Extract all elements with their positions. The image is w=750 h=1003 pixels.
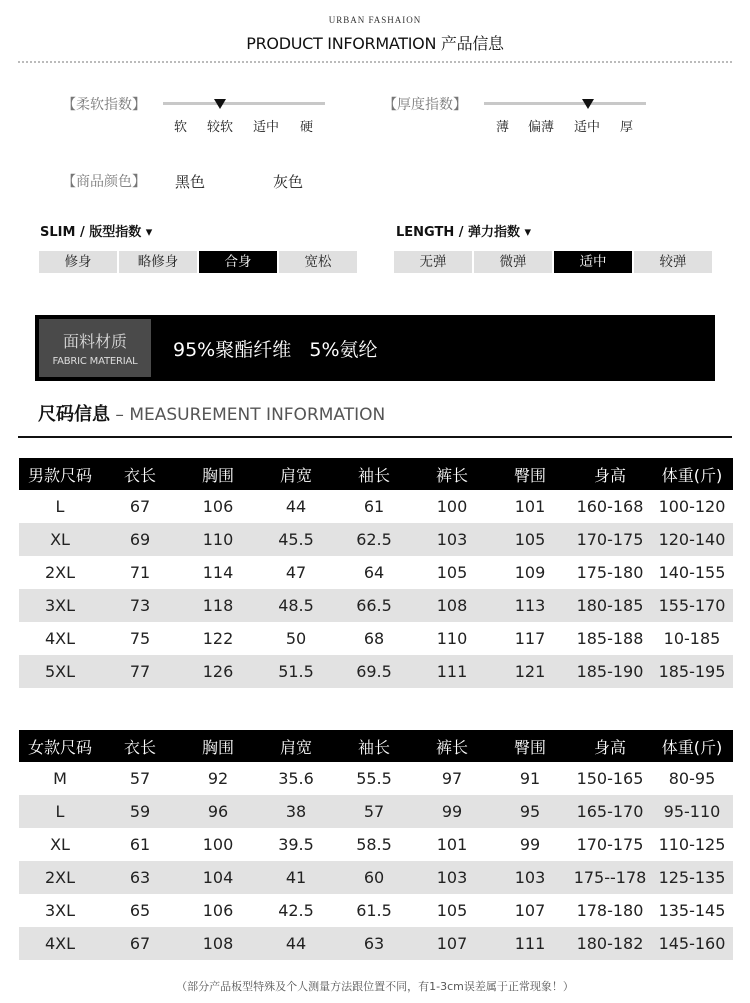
elasticity-option: 微弹 (474, 251, 552, 273)
table-cell: 60 (335, 861, 413, 894)
column-header: 男款尺码 (19, 458, 101, 490)
table-cell: 126 (179, 655, 257, 688)
column-header: 裤长 (413, 458, 491, 490)
table-cell: 65 (129, 901, 151, 920)
table-cell: 125-135 (651, 861, 733, 894)
table-cell: 92 (207, 769, 229, 788)
table-cell: 57 (129, 769, 151, 788)
table-cell: 47 (285, 563, 307, 582)
table-row (19, 490, 733, 523)
table-cell: 99 (519, 835, 541, 854)
dotted-divider (18, 61, 732, 63)
softness-option: 较软 (207, 120, 234, 135)
measurement-title-en: MEASUREMENT INFORMATION (129, 405, 386, 425)
elasticity-option: 无弹 (394, 251, 472, 273)
table-cell: 111 (491, 927, 569, 960)
column-header: 胸围 (179, 730, 257, 762)
table-cell: 39.5 (278, 835, 314, 854)
table-cell: 42.5 (278, 901, 314, 920)
fit-option: 宽松 (279, 251, 357, 273)
softness-marker-icon (214, 99, 226, 109)
table-cell: 97 (441, 769, 463, 788)
table-cell: 180-182 (569, 927, 651, 960)
table-cell: 122 (202, 629, 234, 648)
table-cell: 108 (179, 927, 257, 960)
fit-option-selected: 合身 (199, 251, 277, 273)
table-row (19, 927, 733, 960)
table-row (19, 556, 733, 589)
column-header: 体重(斤) (651, 458, 733, 490)
table-cell: 101 (514, 497, 546, 516)
table-cell: 107 (413, 927, 491, 960)
table-cell: 77 (101, 655, 179, 688)
thickness-option: 偏薄 (528, 120, 555, 135)
table-header-row (19, 730, 733, 762)
elasticity-option: 较弹 (634, 251, 712, 273)
column-header: 衣长 (101, 458, 179, 490)
table-cell: 44 (285, 497, 307, 516)
table-cell: 117 (514, 629, 546, 648)
color-label: 【商品颜色】 (62, 174, 146, 190)
column-header: 胸围 (179, 458, 257, 490)
column-header: 衣长 (101, 730, 179, 762)
table-row (19, 894, 733, 927)
measurement-title-sep: – (110, 405, 130, 425)
elasticity-selector (394, 251, 712, 273)
size-cell: 5XL (19, 655, 101, 688)
column-header: 袖长 (335, 730, 413, 762)
table-cell: 99 (413, 795, 491, 828)
table-cell: 140-155 (658, 563, 726, 582)
table-cell: 110 (179, 523, 257, 556)
size-cell: 4XL (44, 629, 76, 648)
table-cell: 105 (436, 901, 468, 920)
table-cell: 75 (129, 629, 151, 648)
table-cell: 110-125 (658, 835, 726, 854)
table-header-row (19, 458, 733, 490)
size-cell: 2XL (19, 861, 101, 894)
table-cell: 68 (363, 629, 385, 648)
table-cell: 107 (514, 901, 546, 920)
fabric-composition: 95%聚酯纤维 5%氨纶 (173, 339, 378, 361)
table-cell: 155-170 (651, 589, 733, 622)
table-cell: 59 (101, 795, 179, 828)
table-cell: 10-185 (663, 629, 721, 648)
fabric-label-en: FABRIC MATERIAL (52, 356, 138, 367)
table-cell: 50 (285, 629, 307, 648)
table-cell: 160-168 (576, 497, 644, 516)
table-cell: 73 (101, 589, 179, 622)
table-row (19, 523, 733, 556)
fit-selector (39, 251, 357, 273)
column-header: 肩宽 (257, 730, 335, 762)
size-cell: L (55, 497, 65, 516)
softness-option: 适中 (253, 120, 280, 135)
table-cell: 91 (519, 769, 541, 788)
table-cell: 106 (202, 497, 234, 516)
measurement-heading (38, 400, 385, 426)
table-cell: 96 (179, 795, 257, 828)
table-cell: 69.5 (335, 655, 413, 688)
table-cell: 175--178 (569, 861, 651, 894)
size-cell: XL (50, 835, 70, 854)
table-cell: 35.6 (278, 769, 314, 788)
table-cell: 63 (335, 927, 413, 960)
softness-label: 【柔软指数】 (62, 97, 146, 113)
thickness-label: 【厚度指数】 (383, 97, 467, 113)
size-cell: XL (19, 523, 101, 556)
table-cell: 80-95 (668, 769, 716, 788)
table-cell: 114 (202, 563, 234, 582)
column-header: 袖长 (335, 458, 413, 490)
table-cell: 48.5 (257, 589, 335, 622)
table-cell: 185-195 (651, 655, 733, 688)
softness-option: 硬 (300, 120, 314, 135)
thickness-scale (484, 102, 646, 105)
table-row (19, 762, 733, 795)
table-cell: 67 (101, 927, 179, 960)
table-cell: 109 (514, 563, 546, 582)
table-row (19, 828, 733, 861)
table-cell: 51.5 (257, 655, 335, 688)
table-cell: 45.5 (257, 523, 335, 556)
table-row (19, 589, 733, 622)
thickness-option: 适中 (574, 120, 601, 135)
table-cell: 100 (202, 835, 234, 854)
fabric-label-cn: 面料材质 (62, 332, 127, 351)
table-cell: 58.5 (356, 835, 392, 854)
column-header: 臀围 (491, 730, 569, 762)
column-header: 裤长 (413, 730, 491, 762)
table-cell: 100-120 (658, 497, 726, 516)
table-cell: 100 (436, 497, 468, 516)
size-cell: 4XL (19, 927, 101, 960)
measurement-divider (18, 436, 732, 438)
table-cell: 185-188 (576, 629, 644, 648)
table-cell: 55.5 (356, 769, 392, 788)
table-cell: 104 (179, 861, 257, 894)
table-cell: 180-185 (569, 589, 651, 622)
table-cell: 120-140 (651, 523, 733, 556)
color-option-black: 黑色 (175, 173, 206, 191)
table-cell: 185-190 (569, 655, 651, 688)
table-cell: 61.5 (356, 901, 392, 920)
brand-tagline: URBAN FASHAION (328, 15, 422, 25)
table-cell: 61 (363, 497, 385, 516)
table-cell: 101 (436, 835, 468, 854)
table-cell: 69 (101, 523, 179, 556)
fit-option: 略修身 (119, 251, 197, 273)
table-cell: 63 (101, 861, 179, 894)
table-cell: 57 (335, 795, 413, 828)
thickness-option: 厚 (620, 120, 634, 135)
table-cell: 103 (413, 861, 491, 894)
table-cell: 106 (202, 901, 234, 920)
table-row (19, 622, 733, 655)
table-cell: 41 (257, 861, 335, 894)
table-cell: 165-170 (569, 795, 651, 828)
elasticity-title: LENGTH / 弹力指数 ▾ (396, 225, 532, 240)
softness-option: 软 (174, 120, 188, 135)
fabric-label-box (39, 319, 151, 377)
table-cell: 64 (363, 563, 385, 582)
table-cell: 113 (491, 589, 569, 622)
men-size-table (19, 458, 733, 688)
fabric-banner (35, 315, 715, 381)
table-cell: 135-145 (658, 901, 726, 920)
fit-title: SLIM / 版型指数 ▾ (40, 225, 153, 240)
table-row (19, 861, 733, 894)
measurement-title-cn: 尺码信息 (38, 404, 110, 425)
table-cell: 62.5 (335, 523, 413, 556)
table-cell: 44 (257, 927, 335, 960)
footnote: （部分产品板型特殊及个人测量方法跟位置不同，有1-3cm误差属于正常现象！） (176, 980, 574, 993)
table-cell: 170-175 (576, 835, 644, 854)
column-header: 女款尺码 (19, 730, 101, 762)
table-cell: 105 (436, 563, 468, 582)
women-size-table (19, 730, 733, 960)
table-cell: 111 (413, 655, 491, 688)
softness-scale (163, 102, 325, 105)
thickness-marker-icon (582, 99, 594, 109)
table-cell: 38 (257, 795, 335, 828)
thickness-option: 薄 (496, 120, 510, 135)
column-header: 体重(斤) (651, 730, 733, 762)
table-cell: 170-175 (569, 523, 651, 556)
size-cell: 2XL (44, 563, 76, 582)
column-header: 肩宽 (257, 458, 335, 490)
table-cell: 61 (129, 835, 151, 854)
table-cell: 103 (413, 523, 491, 556)
table-cell: 145-160 (651, 927, 733, 960)
table-cell: 95 (491, 795, 569, 828)
size-cell: M (53, 769, 67, 788)
elasticity-option-selected: 适中 (554, 251, 632, 273)
column-header: 臀围 (491, 458, 569, 490)
table-cell: 67 (129, 497, 151, 516)
table-cell: 178-180 (576, 901, 644, 920)
table-cell: 121 (491, 655, 569, 688)
fit-option: 修身 (39, 251, 117, 273)
size-cell: 3XL (44, 901, 76, 920)
table-cell: 103 (491, 861, 569, 894)
table-cell: 95-110 (651, 795, 733, 828)
table-cell: 108 (413, 589, 491, 622)
size-cell: 3XL (19, 589, 101, 622)
table-row (19, 795, 733, 828)
table-cell: 150-165 (576, 769, 644, 788)
color-option-gray: 灰色 (273, 173, 304, 191)
table-cell: 105 (491, 523, 569, 556)
column-header: 身高 (569, 730, 651, 762)
table-cell: 175-180 (576, 563, 644, 582)
table-cell: 71 (129, 563, 151, 582)
table-cell: 110 (436, 629, 468, 648)
table-cell: 118 (179, 589, 257, 622)
page-title: PRODUCT INFORMATION 产品信息 (246, 34, 504, 53)
table-row (19, 655, 733, 688)
size-cell: L (19, 795, 101, 828)
column-header: 身高 (569, 458, 651, 490)
table-cell: 66.5 (335, 589, 413, 622)
